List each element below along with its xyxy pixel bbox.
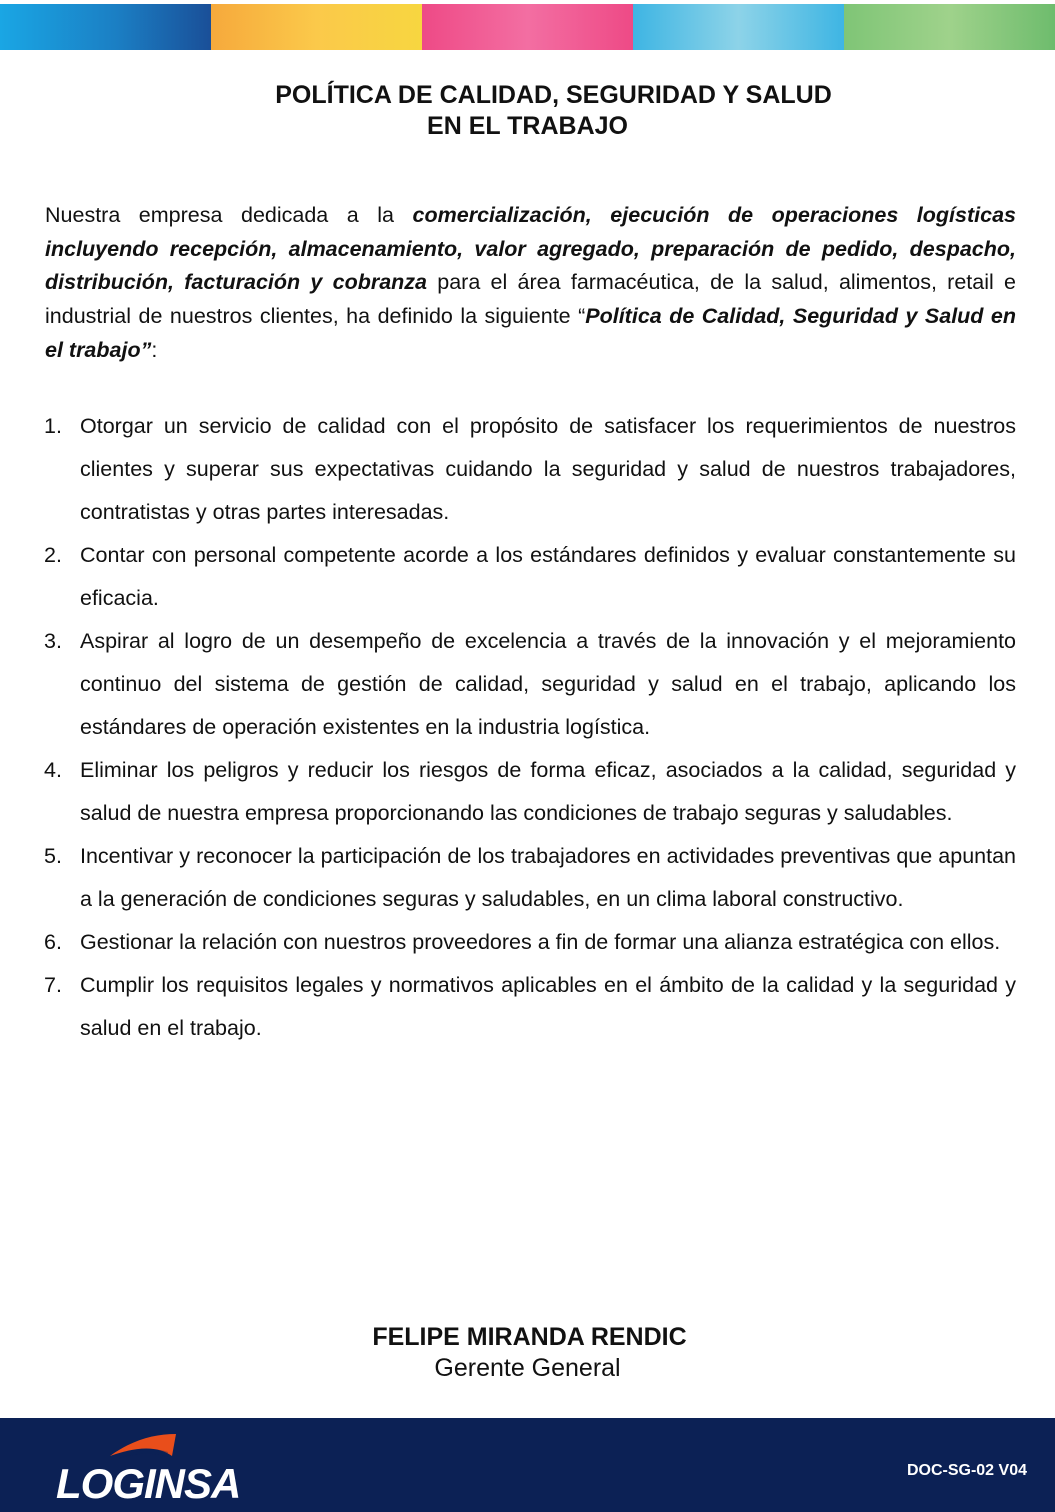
intro-emphasis-services: comercialización, ejecución de operaciones logísticas incluyendo recepción, almacenamiento, valor agregado, preparación de pedido, despacho, distribución, facturación y cobranza [45, 203, 1016, 295]
intro-paragraph [45, 199, 1016, 368]
brand-color-bar [0, 4, 1055, 50]
policy-item-5 [44, 835, 1016, 921]
document-title [0, 80, 1055, 142]
intro-text-2: para el área farmacéutica, de la salud, alimentos, retail e industrial de nuestros clientes, ha definido la siguiente “ [45, 270, 1017, 329]
title-line-2: EN EL TRABAJO [427, 112, 628, 140]
policy-item-7 [44, 964, 1016, 1050]
color-bar-yellow [211, 4, 422, 50]
title-line-1: POLÍTICA DE CALIDAD, SEGURIDAD Y SALUD [275, 81, 832, 109]
color-bar-blue [0, 4, 211, 50]
policy-text: Cumplir los requisitos legales y normativos aplicables en el ámbito de la calidad y la seguridad y salud en el trabajo. [80, 973, 1016, 1040]
policy-item-6 [44, 921, 1016, 964]
policy-item-3 [44, 620, 1016, 749]
policy-item-2 [44, 534, 1016, 620]
policy-text: Incentivar y reconocer la participación de los trabajadores en actividades preventivas que apuntan a la generación de condiciones seguras y saludables, en un clima laboral constructivo. [80, 844, 1016, 911]
policy-text: Contar con personal competente acorde a los estándares definidos y evaluar constantemente su eficacia. [80, 543, 1016, 610]
intro-text-1: Nuestra empresa dedicada a la [45, 203, 413, 227]
policy-text: Aspirar al logro de un desempeño de excelencia a través de la innovación y el mejoramiento continuo del sistema de gestión de calidad, seguridad y salud en el trabajo, aplicando los estándares de operación existentes en la industria logística. [80, 629, 1016, 739]
intro-emphasis-policy: Política de Calidad, Seguridad y Salud en el trabajo” [45, 304, 1016, 362]
color-bar-pink [422, 4, 633, 50]
intro-text-3: : [151, 337, 158, 362]
signature-block [0, 1322, 1055, 1384]
policy-number: 3. [44, 629, 62, 653]
footer-bar [0, 1418, 1055, 1512]
policy-number: 1. [44, 414, 62, 438]
policy-number: 4. [44, 758, 62, 782]
policy-number: 2. [44, 543, 62, 567]
policy-text: Gestionar la relación con nuestros proveedores a fin de formar una alianza estratégica con ellos. [80, 930, 1001, 954]
policy-item-4 [44, 749, 1016, 835]
policy-number: 6. [44, 930, 62, 954]
document-code: DOC-SG-02 V04 [906, 1462, 1027, 1479]
color-bar-green [844, 4, 1055, 50]
policy-item-1 [44, 405, 1016, 534]
policy-text: Otorgar un servicio de calidad con el propósito de satisfacer los requerimientos de nuestros clientes y superar sus expectativas cuidando la seguridad y salud de nuestros trabajadores, contratistas y otras partes interesadas. [80, 414, 1016, 524]
company-logo [54, 1426, 254, 1510]
policy-number: 7. [44, 973, 62, 997]
logo-wordmark: LOGINSA [56, 1460, 241, 1507]
policy-text: Eliminar los peligros y reducir los riesgos de forma eficaz, asociados a la calidad, seguridad y salud de nuestra empresa proporcionando las condiciones de trabajo seguras y saludables. [80, 758, 1016, 825]
signatory-role: Gerente General [434, 1354, 621, 1382]
policy-number: 5. [44, 844, 62, 868]
signatory-name: FELIPE MIRANDA RENDIC [372, 1323, 687, 1351]
policy-list [44, 405, 1016, 1050]
color-bar-cyan [633, 4, 844, 50]
